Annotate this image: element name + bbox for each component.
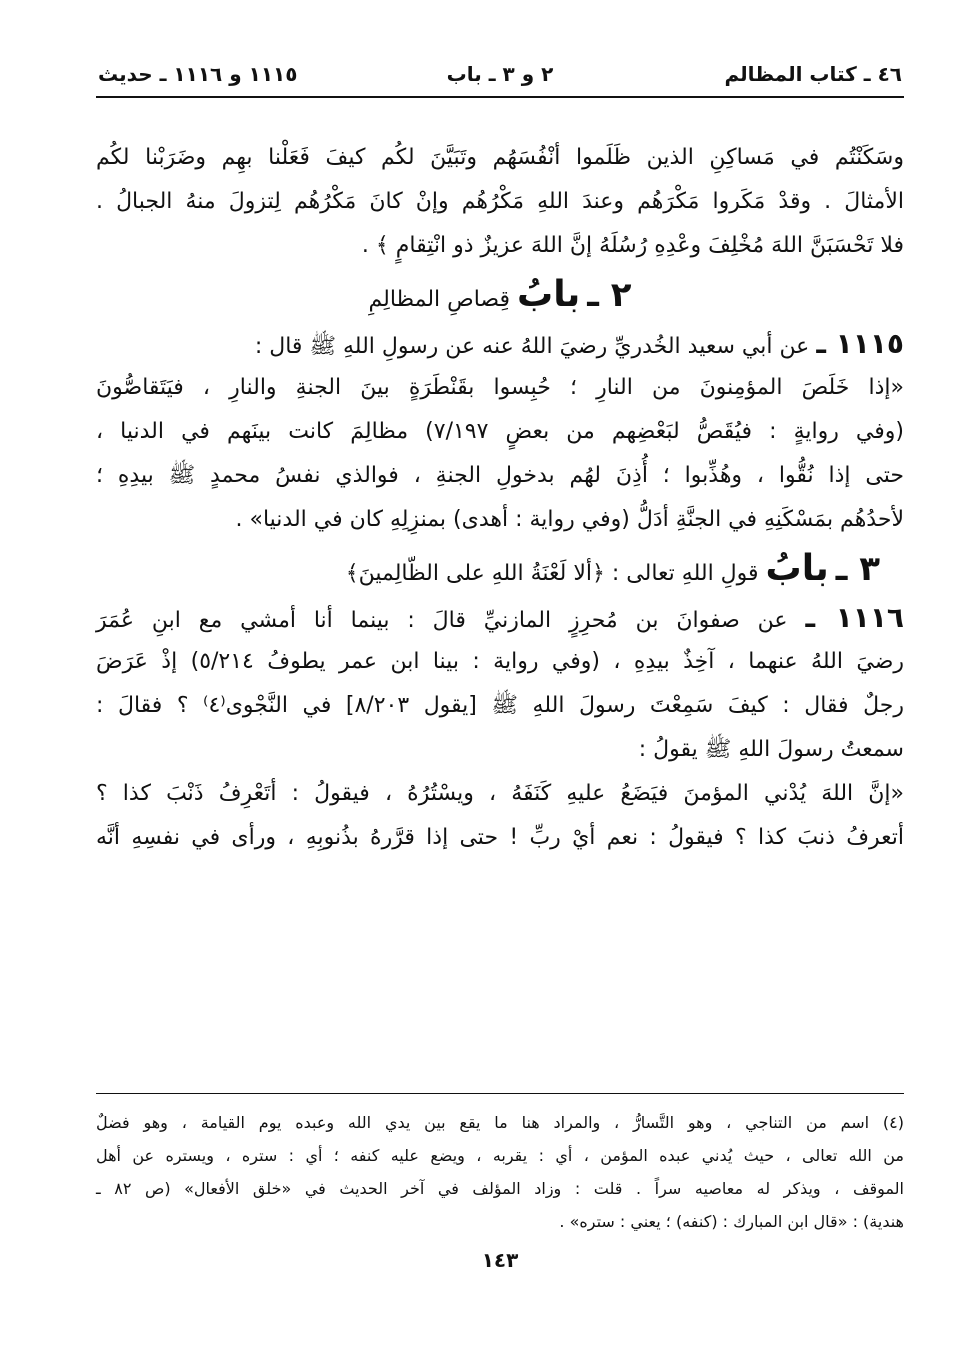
hadith-first-line	[96, 596, 904, 640]
page-number: ١٤٣	[481, 1248, 519, 1272]
verse-line: فلا تَحْسَبَنَّ اللهَ مُخْلِفَ وعْدِهِ رُسُلَهُ إنَّ اللهَ عزيزٌ ذو انْتِقامٍ ﴾ .	[361, 233, 904, 258]
hadith-number: ١١١٥ ـ	[816, 327, 904, 360]
hadith-isnad: عن أبي سعيد الخُدريِّ رضيَ اللهُ عنه عن رسولِ اللهِ ﷺ قال :	[254, 334, 810, 359]
header-hadith-range: ١١١٥ و ١١١٦ ـ حديث	[98, 62, 298, 86]
main-text	[96, 136, 904, 860]
running-header	[96, 56, 904, 98]
hadith-1115	[96, 322, 904, 542]
bab-2-heading	[96, 268, 904, 322]
bab-3-heading	[96, 542, 904, 596]
header-section: ٢ و ٣ ـ باب	[446, 62, 554, 86]
hadith-isnad: عن صفوانَ بن مُحرِزٍ المازنيِّ قالَ : بينما أنا أمشي مع ابنِ عُمَرَ	[96, 608, 788, 633]
bab-word: بابُ	[765, 548, 829, 589]
header-chapter: ٤٦ ـ كتاب المظالم	[724, 62, 902, 86]
footnote-line: الموقف ، ويذكر له معاصيه سراً . قلت : وزاد المؤلف في آخر الحديث في «خلق الأفعال» (ص ٨٢ ـ	[96, 1179, 904, 1198]
bab-number: ٢ ـ	[587, 275, 632, 315]
footnote-line: (٤) اسم من التناجي ، وهو التَّسارُّ ، والمراد هنا ما يقع بين يدي الله وعبده يوم القيامة ، وهو فضلٌ	[96, 1113, 904, 1132]
hadith-line: «إنَّ اللهَ يُدْني المؤمنَ فيَضَعُ عليهِ كَنَفَهُ ، ويسْتُرُهُ ، فيقولُ : أتَعْرِفُ ذَنْبَ كذا ؟	[96, 781, 904, 806]
hadith-1116	[96, 596, 904, 860]
hadith-line: لأحدُهُم بمَسْكَنِهِ في الجنَّةِ أدَلُّ (وفي رواية : أهدى) بمنزِلِهِ كان في الدنيا» .	[235, 507, 904, 532]
footnotes	[96, 1106, 904, 1238]
hadith-line: (وفي روايةٍ : فيُقَصُّ لبَعْضِهم من بعضٍ ٧/١٩٧) مظالِمَ كانت بينَهم في الدنيا ،	[96, 419, 904, 444]
hadith-line: حتى إذا نُقُّوا ، وهُذِّبوا ؛ أُذِنَ لهُم بدخولِ الجنةِ ، فوالذي نفسُ محمدٍ ﷺ بيدِهِ ؛	[96, 463, 904, 488]
bab-title: قِصاصِ المظالِمِ	[368, 287, 511, 312]
bab-title: قولِ اللهِ تعالى : ﴿ألا لَعْنَةُ اللهِ على الظّالِمينَ﴾	[345, 561, 759, 586]
hadith-first-line	[96, 322, 904, 366]
footnote-divider	[96, 1093, 904, 1094]
hadith-line: أتعرفُ ذنبَ كذا ؟ فيقولُ : نعم أيْ ربِّ ! حتى إذا قرَّرهُ بذُنوبِهِ ، ورأى في نفسِهِ أنَّه	[96, 825, 904, 850]
bab-word: بابُ	[517, 274, 581, 315]
verse-line: وسَكَنْتُم في مَساكِنِ الذين ظَلَموا أنْفُسَهُم وتَبَيَّنَ لكُم كيفَ فَعَلْنا بهِم وضَرَبْنا لكُم	[96, 145, 904, 170]
hadith-line: سمعتُ رسولَ اللهِ ﷺ يقولُ :	[638, 737, 904, 762]
bab-number: ٣ ـ	[835, 549, 880, 589]
footnote-line: هندية) : «قال ابن المبارك : (كنفه) ؛ يعني : ستره» .	[559, 1212, 904, 1231]
footnote-line: من الله تعالى ، حيث يُدني عبده المؤمن ، أي : يقربه ، ويضع عليه كنفه ؛ أي : ستره ، ويستره عن أهل	[96, 1146, 904, 1165]
hadith-line: رجلٌ فقال : كيفَ سَمِعْتَ رسولَ اللهِ ﷺ [يقول ٨/٢٠٣] في النَّجْوى⁽٤⁾ ؟ فقالَ :	[96, 693, 904, 718]
verse-block	[96, 136, 904, 268]
book-page	[96, 56, 904, 1306]
hadith-line: «إذا خَلَصَ المؤمِنونَ من النارِ ؛ حُبِسوا بقَنْطَرَةٍ بينَ الجنةِ والنارِ ، فيَتَقاصُّونَ	[96, 375, 904, 400]
hadith-line: رضيَ اللهُ عنهما ، آخِذٌ بيدِهِ ، (وفي رواية : بينا ابن عمر يطوفُ ٥/٢١٤) إذْ عَرَضَ	[96, 649, 904, 674]
hadith-number: ١١١٦ ـ	[805, 601, 905, 634]
verse-line: الأمثالَ . وقدْ مَكَروا مَكْرَهُم وعندَ اللهِ مَكْرُهُم وإنْ كانَ مَكْرُهُم لِتزولَ منهُ الجبالُ .	[96, 189, 904, 214]
